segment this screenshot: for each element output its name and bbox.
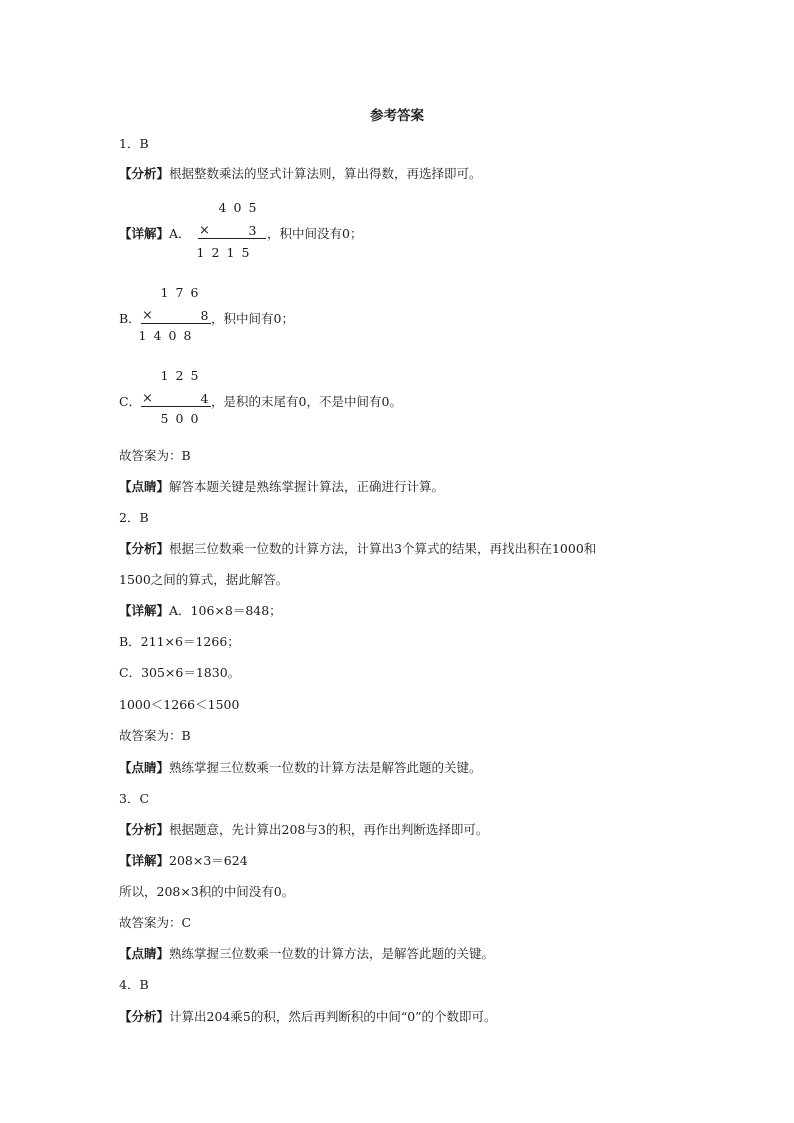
q2-detail-tag: 【详解】 xyxy=(119,603,170,618)
q1-point-tag: 【点睛】 xyxy=(119,479,170,494)
q2-analysis-text-1: 根据三位数乘一位数的计算方法，计算出3个算式的结果，再找出积在1000和 xyxy=(169,541,597,556)
q2-detail xyxy=(119,603,282,619)
q3-analysis-text: 根据题意，先计算出208与3的积，再作出判断选择即可。 xyxy=(169,822,489,837)
digit: 5 xyxy=(248,200,257,215)
q4-analysis xyxy=(119,1009,497,1025)
digit: 0 xyxy=(175,411,184,426)
q3-point xyxy=(119,946,494,962)
q1-calc-c-multiplier xyxy=(197,391,212,406)
q3-analysis-tag: 【分析】 xyxy=(119,822,170,837)
digit: 8 xyxy=(183,328,192,343)
q3-answer: 故答案为：C xyxy=(119,915,192,930)
q2-point-text: 熟练掌握三位数乘一位数的计算方法是解答此题的关键。 xyxy=(169,760,482,775)
digit: 3 xyxy=(248,223,257,238)
q3-point-text: 熟练掌握三位数乘一位数的计算方法，是解答此题的关键。 xyxy=(169,946,495,961)
digit: 2 xyxy=(211,245,220,260)
q1-calc-b-label: B． xyxy=(119,311,141,326)
q4-number: 4．B xyxy=(119,977,149,992)
digit: 7 xyxy=(175,285,184,300)
q2-detail-b: B．211×6＝1266； xyxy=(119,634,240,649)
q1-calc-b-note: ，积中间有0； xyxy=(211,311,294,326)
q1-answer: 故答案为：B xyxy=(119,448,191,463)
q1-calc-a-letter: A． xyxy=(169,226,191,241)
q2-analysis xyxy=(119,541,596,557)
q1-calc-a-rule xyxy=(198,238,266,239)
digit: 1 xyxy=(138,328,147,343)
q1-calc-c-product xyxy=(157,411,202,426)
q1-calc-b-times: × xyxy=(142,308,153,323)
q1-calc-b-multiplicand xyxy=(157,285,202,300)
q1-calc-a-label xyxy=(119,224,191,242)
digit: 4 xyxy=(200,391,209,406)
q3-point-tag: 【点睛】 xyxy=(119,946,170,961)
digit: 6 xyxy=(190,285,199,300)
q1-calc-c-times: × xyxy=(142,391,153,406)
q1-calc-a-multiplier xyxy=(245,223,260,238)
page-title: 参考答案 xyxy=(370,108,424,124)
q1-point xyxy=(119,479,444,495)
q2-detail-c: C．305×6＝1830。 xyxy=(119,665,241,680)
q1-calc-b xyxy=(119,283,419,343)
q3-so: 所以，208×3积的中间没有0。 xyxy=(119,884,295,899)
digit: 1 xyxy=(160,285,169,300)
digit: 1 xyxy=(226,245,235,260)
q1-calc-a-product xyxy=(193,245,253,260)
digit: 1 xyxy=(160,368,169,383)
q1-calc-b-multiplier xyxy=(197,308,212,323)
q3-detail-tag: 【详解】 xyxy=(119,853,170,868)
q2-detail-a: A．106×8＝848； xyxy=(169,603,282,618)
q1-detail-tag: 【详解】 xyxy=(119,226,170,241)
q1-calc-a-multiplicand xyxy=(215,200,260,215)
q1-analysis-tag: 【分析】 xyxy=(119,166,170,181)
q1-point-text: 解答本题关键是熟练掌握计算法，正确进行计算。 xyxy=(169,479,445,494)
digit: 5 xyxy=(190,368,199,383)
q1-calc-b-rule xyxy=(141,323,211,324)
q1-calc-a-times: × xyxy=(199,223,210,238)
digit: 0 xyxy=(168,328,177,343)
q1-calc-c-note: ，是积的末尾有0，不是中间有0。 xyxy=(211,394,402,409)
digit: 5 xyxy=(160,411,169,426)
digit: 4 xyxy=(153,328,162,343)
digit: 2 xyxy=(175,368,184,383)
q2-compare: 1000＜1266＜1500 xyxy=(119,697,240,712)
q3-number: 3．C xyxy=(119,791,150,806)
q1-calc-c-multiplicand xyxy=(157,368,202,383)
digit: 0 xyxy=(233,200,242,215)
q4-analysis-text: 计算出204乘5的积，然后再判断积的中间“0”的个数即可。 xyxy=(169,1009,497,1024)
q2-analysis-text-2: 1500之间的算式，据此解答。 xyxy=(119,572,289,587)
digit: 1 xyxy=(196,245,205,260)
q1-analysis-text: 根据整数乘法的竖式计算法则，算出得数，再选择即可。 xyxy=(169,166,482,181)
q2-number: 2．B xyxy=(119,510,149,525)
q3-detail-text: 208×3＝624 xyxy=(169,853,248,868)
q3-analysis xyxy=(119,822,488,838)
digit: 5 xyxy=(241,245,250,260)
q3-detail xyxy=(119,853,248,869)
digit: 0 xyxy=(190,411,199,426)
q4-analysis-tag: 【分析】 xyxy=(119,1009,170,1024)
q1-calc-c-rule xyxy=(141,406,211,407)
q1-calc-a xyxy=(119,198,419,258)
q1-calc-b-product xyxy=(135,328,195,343)
q1-calc-c xyxy=(119,366,519,426)
q1-number: 1．B xyxy=(119,136,149,151)
q1-analysis xyxy=(119,166,482,182)
q2-answer: 故答案为：B xyxy=(119,728,191,743)
q2-analysis-tag: 【分析】 xyxy=(119,541,170,556)
q1-calc-a-note: ，积中间没有0； xyxy=(267,226,363,241)
digit: 4 xyxy=(218,200,227,215)
digit: 8 xyxy=(200,308,209,323)
q2-point xyxy=(119,760,482,776)
q2-point-tag: 【点睛】 xyxy=(119,760,170,775)
q1-calc-c-label: C． xyxy=(119,394,142,409)
